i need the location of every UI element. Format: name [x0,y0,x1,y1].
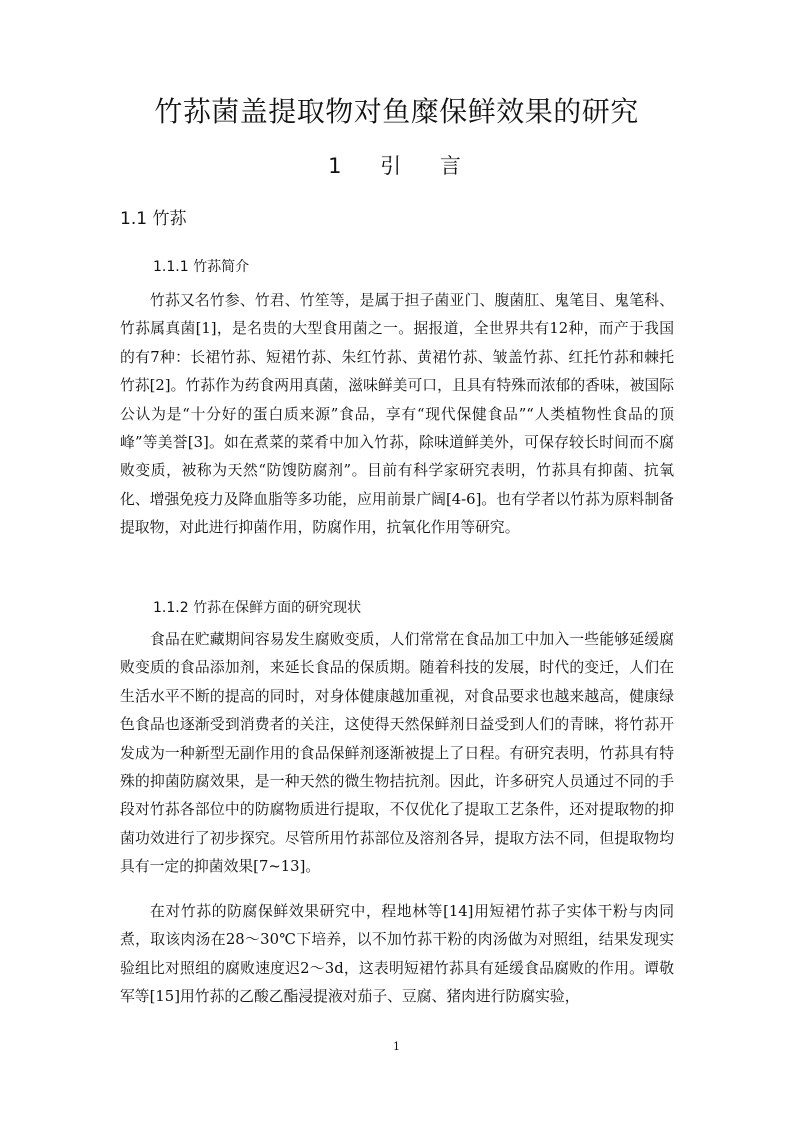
subsection-heading-1-1-1: 1.1.1 竹荪简介 [153,259,250,275]
section-heading-1-1: 1.1 竹荪 [120,209,187,229]
chapter-heading: 1 引 言 [328,154,465,178]
subsection-heading-1-1-2: 1.1.2 竹荪在保鲜方面的研究现状 [153,600,362,616]
paragraph-preservation-study: 在对竹荪的防腐保鲜效果研究中，程地林等[14]用短裙竹荪子实体干粉与肉同煮，取该肉汤在28～30℃下培养，以不加竹荪干粉的肉汤做为对照组，结果发现实验组比对照组的腐败速度迟2～3d，这表明短裙竹荪具有延缓食品腐败的作用。谭敬军等[15]用竹荪的乙酸乙酯浸提液对茄子、豆腐、猪肉进行防腐实验， [120,903,674,1006]
page-title: 竹荪菌盖提取物对鱼糜保鲜效果的研究 [154,95,639,128]
paragraph-intro: 竹荪又名竹参、竹君、竹笙等，是属于担子菌亚门、腹菌肛、鬼笔目、鬼笔科、竹荪属真菌[1]，是名贵的大型食用菌之一。据报道，全世界共有12种，而产于我国的有7种：长裙竹荪、短裙竹荪、朱红竹荪、黄裙竹荪、皱盖竹荪、红托竹荪和棘托竹荪[2]。竹荪作为药食两用真菌，滋味鲜美可口，且具有特殊而浓郁的香味，被国际公认为是“十分好的蛋白质来源”食品，享有“现代保健食品”“人类植物性食品的顶峰”等美誉[3]。如在煮菜的菜肴中加入竹荪，除味道鲜美外，可保存较长时间而不腐败变质，被称为天然“防馊防腐剂”。目前有科学家研究表明，竹荪具有抑菌、抗氧化、增强免疫力及降血脂等多功能，应用前景广阔[4-6]。也有学者以竹荪为原料制备提取物，对此进行抑菌作用，防腐作用，抗氧化作用等研究。 [120,292,674,537]
paragraph-research-status: 食品在贮藏期间容易发生腐败变质，人们常常在食品加工中加入一些能够延缓腐败变质的食品添加剂，来延长食品的保质期。随着科技的发展，时代的变迁，人们在生活水平不断的提高的同时，对身体健康越加重视，对食品要求也越来越高，健康绿色食品也逐渐受到消费者的关注，这使得天然保鲜剂日益受到人们的青睐，将竹荪开发成为一种新型无副作用的食品保鲜剂逐渐被提上了日程。有研究表明，竹荪具有特殊的抑菌防腐效果，是一种天然的微生物拮抗剂。因此，许多研究人员通过不同的手段对竹荪各部位中的防腐物质进行提取，不仅优化了提取工艺条件，还对提取物的抑菌功效进行了初步探究。尽管所用竹荪部位及溶剂各异，提取方法不同，但提取物均具有一定的抑菌效果[7~13]。 [120,631,674,876]
page-number: 1 [393,1040,400,1053]
